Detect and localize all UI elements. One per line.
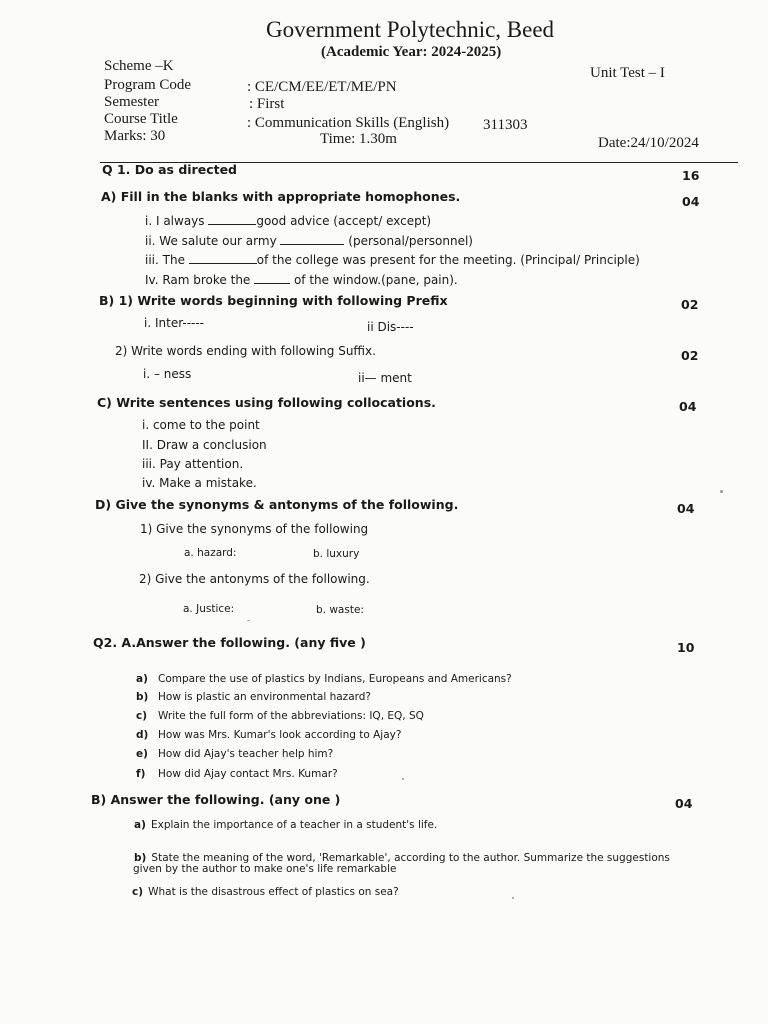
- time: Time: 1.30m: [320, 131, 397, 147]
- q2b-item-c-label: c): [132, 886, 144, 898]
- synonym-a: a. hazard:: [184, 547, 237, 559]
- answer-blank: [208, 213, 256, 225]
- synonyms-heading: 1) Give the synonyms of the following: [140, 522, 369, 536]
- q2a-item-e: [136, 742, 333, 761]
- q1b-prefix-heading: B) 1) Write words beginning with following Prefix: [99, 293, 448, 308]
- q2b-item-a-label: a): [134, 819, 146, 831]
- collocation-item-4: iv. Make a mistake.: [142, 476, 257, 490]
- academic-year: (Academic Year: 2024-2025): [321, 44, 502, 60]
- q1a-item-2: [145, 233, 473, 248]
- suffix-item-1: i. – ness: [143, 367, 192, 381]
- q2a-item-f-label: f): [136, 768, 146, 780]
- q2b-item-b-label: b): [134, 852, 147, 864]
- q1a-item-4: [145, 272, 458, 287]
- semester-label: Semester: [104, 94, 159, 110]
- q2a-heading: Q2. A.Answer the following. (any five ): [93, 635, 366, 650]
- q2a-item-d-text: How was Mrs. Kumar's look according to Ajay?: [158, 729, 402, 741]
- synonym-b: b. luxury: [313, 548, 360, 560]
- q2b-item-b-line2: given by the author to make one's life remarkable: [133, 863, 397, 875]
- q1a-item-1: [145, 213, 431, 228]
- q1-heading: Q 1. Do as directed: [102, 162, 238, 177]
- suffix-item-2: ii— ment: [358, 371, 412, 385]
- q2a-item-e-text: How did Ajay's teacher help him?: [158, 748, 334, 760]
- q2a-item-a: [136, 667, 512, 686]
- semester-value: : First: [249, 96, 285, 112]
- q1c-heading: C) Write sentences using following collocations.: [97, 395, 436, 410]
- q1a-item-2-post: (personal/personnel): [344, 234, 473, 248]
- collocation-item-1: i. come to the point: [142, 418, 260, 432]
- antonyms-heading: 2) Give the antonyms of the following.: [139, 572, 370, 586]
- q2a-item-d-label: d): [136, 729, 149, 741]
- scheme: Scheme –K: [104, 58, 174, 74]
- collocation-item-2: II. Draw a conclusion: [142, 438, 267, 452]
- q2b-item-b-line1: State the meaning of the word, 'Remarkable', according to the author. Summarize the suggestions: [151, 852, 670, 864]
- antonym-a: a. Justice:: [183, 603, 235, 615]
- q2a-item-b: [136, 685, 371, 704]
- scan-speck: [720, 490, 723, 493]
- scan-speck: [247, 620, 250, 621]
- q2a-item-e-label: e): [136, 748, 148, 760]
- q1d-heading: D) Give the synonyms & antonyms of the following.: [95, 497, 459, 512]
- q1a-item-1-pre: i. I always: [145, 214, 209, 228]
- course-title-value: : Communication Skills (English): [247, 115, 450, 131]
- q1a-item-4-post: of the window.(pane, pain).: [290, 273, 458, 287]
- date: Date:24/10/2024: [598, 135, 699, 151]
- q1c-marks: 04: [679, 399, 697, 414]
- q1a-item-4-pre: Iv. Ram broke the: [145, 273, 255, 287]
- q2b-item-c: [132, 880, 399, 899]
- course-code: 311303: [483, 117, 528, 133]
- answer-blank: [189, 252, 257, 264]
- antonym-b: b. waste:: [316, 604, 364, 616]
- q1b-suffix-heading: 2) Write words ending with following Suffix.: [115, 344, 376, 358]
- answer-blank: [254, 272, 290, 284]
- q1a-item-2-pre: ii. We salute our army: [145, 234, 281, 248]
- q1a-item-1-post: good advice (accept/ except): [256, 214, 432, 228]
- prefix-item-1: i. Inter-----: [144, 316, 205, 330]
- q2b-heading: B) Answer the following. (any one ): [91, 792, 341, 807]
- unit-test-label: Unit Test – I: [590, 65, 665, 81]
- program-code-label: Program Code: [104, 77, 192, 93]
- marks: Marks: 30: [104, 128, 166, 144]
- institute-title: Government Polytechnic, Beed: [266, 17, 555, 42]
- scan-speck: [402, 778, 404, 780]
- q2a-item-d: [136, 723, 401, 742]
- prefix-item-2: ii Dis----: [367, 320, 414, 334]
- q2a-item-c: [136, 704, 424, 723]
- q1a-item-3: [145, 252, 640, 267]
- q2a-item-f-text: How did Ajay contact Mrs. Kumar?: [158, 768, 338, 780]
- q1a-item-3-post: of the college was present for the meeting. (Principal/ Principle): [256, 253, 640, 267]
- program-code-value: : CE/CM/EE/ET/ME/PN: [247, 79, 397, 95]
- q2a-item-b-text: How is plastic an environmental hazard?: [158, 691, 371, 703]
- q2a-item-a-label: a): [136, 673, 148, 685]
- q1d-marks: 04: [677, 501, 695, 516]
- q2a-item-c-text: Write the full form of the abbreviations: IQ, EQ, SQ: [158, 710, 424, 722]
- collocation-item-3: iii. Pay attention.: [142, 457, 244, 471]
- q2a-item-b-label: b): [136, 691, 149, 703]
- q2b-marks: 04: [675, 796, 693, 811]
- q1b-prefix-marks: 02: [681, 297, 699, 312]
- q2a-marks: 10: [677, 640, 695, 655]
- answer-blank: [280, 233, 344, 245]
- q2a-item-f: [136, 762, 338, 781]
- q2a-item-c-label: c): [136, 710, 148, 722]
- q2a-item-a-text: Compare the use of plastics by Indians, Europeans and Americans?: [158, 673, 512, 685]
- course-title-label: Course Title: [104, 111, 178, 127]
- q1-marks: 16: [682, 168, 700, 183]
- q1a-heading: A) Fill in the blanks with appropriate homophones.: [101, 189, 461, 204]
- q2b-item-a: [134, 813, 437, 832]
- scan-speck: [512, 897, 514, 899]
- q1a-marks: 04: [682, 194, 700, 209]
- q2b-item-c-text: What is the disastrous effect of plastics on sea?: [148, 886, 399, 898]
- q1a-item-3-pre: iii. The: [145, 253, 189, 267]
- q2b-item-a-text: Explain the importance of a teacher in a student's life.: [150, 819, 438, 831]
- q1b-suffix-marks: 02: [681, 348, 699, 363]
